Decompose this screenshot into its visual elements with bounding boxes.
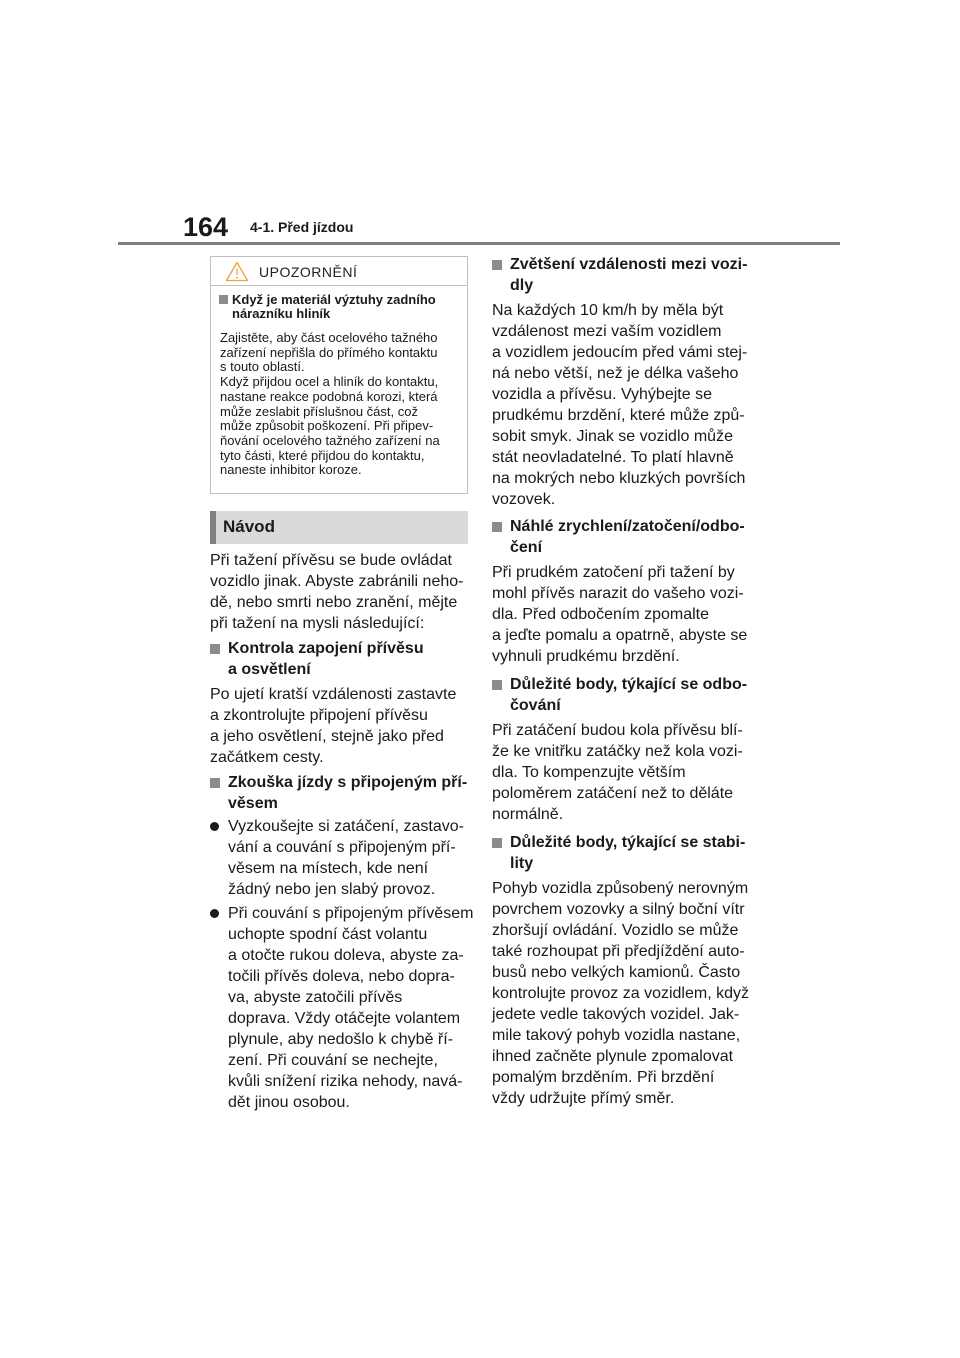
text-line: Důležité body, týkající se odbo- <box>510 676 748 693</box>
bullet-dot-icon <box>210 909 219 918</box>
warning-line: Když přijdou ocel a hliník do kontaktu, <box>220 374 439 390</box>
text-line: Zkouška jízdy s připojeným pří- <box>228 774 468 791</box>
text-line: Při prudkém zatočení při tažení by <box>492 564 735 581</box>
section-title: 4-1. Před jízdou <box>250 219 354 235</box>
subheading-text <box>228 772 467 814</box>
square-bullet-icon <box>492 838 502 848</box>
text-line: při tažení na mysli následující: <box>210 615 425 632</box>
sudden-acceleration-paragraph <box>492 562 747 667</box>
bullet-text <box>228 903 473 1113</box>
text-line: kontrolujte provoz za vozidlem, když <box>492 985 749 1002</box>
text-line: ihned začněte plynule zpomalovat <box>492 1048 734 1065</box>
square-bullet-icon <box>219 295 228 304</box>
text-line: Náhlé zrychlení/zatočení/odbo- <box>510 518 745 535</box>
text-line: jedete vedle takových vozidel. Jak- <box>492 1006 740 1023</box>
text-line: vání a couvání s připojeným pří- <box>228 839 456 856</box>
square-bullet-icon <box>492 522 502 532</box>
warning-subheading <box>219 293 463 321</box>
distance-paragraph <box>492 300 747 510</box>
text-line: Na každých 10 km/h by měla být <box>492 302 724 319</box>
text-line: a jeho osvětlení, stejně jako před <box>210 728 444 745</box>
bullet-text <box>228 816 464 900</box>
text-line: vždy udržujte přímý směr. <box>492 1090 675 1107</box>
text-line: prudkému brzdění, které může způ- <box>492 407 745 424</box>
text-line: Při couvání s připojeným přívěsem <box>228 905 474 922</box>
text-line: dla. To kompenzujte větším <box>492 764 686 781</box>
warning-header <box>211 257 467 286</box>
text-line: zhoršují ovládání. Vozidlo se může <box>492 922 739 939</box>
square-bullet-icon <box>492 260 502 270</box>
text-line: mile takový pohyb vozidla nastane, <box>492 1027 741 1044</box>
text-line: sobit smyk. Jinak se vozidlo může <box>492 428 733 445</box>
bullet-dot-icon <box>210 822 219 831</box>
text-line: va, abyste zatočili přívěs <box>228 989 403 1006</box>
text-line: doprava. Vždy otáčejte volantem <box>228 1010 461 1027</box>
text-line: vzdálenost mezi vaším vozidlem <box>492 323 722 340</box>
warning-line: Zajistěte, aby část ocelového tažného <box>220 330 438 345</box>
text-line: vyhnuli prudkému brzdění. <box>492 648 680 665</box>
warning-title: UPOZORNĚNÍ <box>259 264 358 280</box>
warning-subheading-line: nárazníku hliník <box>232 306 331 321</box>
text-line: Po ujetí kratší vzdálenosti zastavte <box>210 686 457 703</box>
warning-body <box>220 331 468 478</box>
text-line: a zkontrolujte připojení přívěsu <box>210 707 428 724</box>
text-line: dě, nebo smrti nebo zranění, mějte <box>210 594 458 611</box>
text-line: a vozidlem jedoucím před vámi stej- <box>492 344 748 361</box>
text-line: zení. Při couvání se nechejte, <box>228 1052 438 1069</box>
text-line: Pohyb vozidla způsobený nerovným <box>492 880 749 897</box>
text-line: a jeďte pomalu a opatrně, abyste se <box>492 627 748 644</box>
text-line: normálně. <box>492 806 564 823</box>
warning-line: naneste inhibitor koroze. <box>220 462 362 478</box>
header-rule <box>118 242 840 245</box>
text-line: věsem na místech, kde není <box>228 860 429 877</box>
warning-line: může způsobit poškození. Při připev- <box>220 418 434 434</box>
text-line: že ke vnitřku zatáčky než kola vozi- <box>492 743 743 760</box>
text-line: vozovek. <box>492 491 556 508</box>
intro-paragraph <box>210 550 463 634</box>
warning-line: tyto části, které přijdou do kontaktu, <box>220 447 425 463</box>
text-line: dly <box>510 277 534 294</box>
text-line: vozidlo jinak. Abyste zabránili neho- <box>210 573 464 590</box>
text-line: čení <box>510 539 543 556</box>
warning-box <box>210 256 468 494</box>
guide-heading-label: Návod <box>223 517 275 536</box>
text-line: na mokrých nebo kluzkých površích <box>492 470 746 487</box>
text-line: a otočte rukou doleva, abyste za- <box>228 947 464 964</box>
warning-line: s touto oblastí. <box>220 359 305 375</box>
subheading-text <box>510 516 745 558</box>
text-line: ná nebo větší, než je délka vašeho <box>492 365 739 382</box>
text-line: začátkem cesty. <box>210 749 324 766</box>
text-line: žádný nebo jen slabý provoz. <box>228 881 436 898</box>
square-bullet-icon <box>492 680 502 690</box>
text-line: Při zatáčení budou kola přívěsu blí- <box>492 722 743 739</box>
left-column <box>210 550 474 1111</box>
stability-paragraph <box>492 878 749 1109</box>
trailer-check-paragraph <box>210 684 456 768</box>
text-line: Zvětšení vzdálenosti mezi vozi- <box>510 256 748 273</box>
text-line: povrchem vozovky a silný boční vítr <box>492 901 745 918</box>
text-line: mohl přívěs narazit do vašeho vozi- <box>492 585 744 602</box>
subheading-text <box>510 254 747 296</box>
warning-line: nastane reakce podobná korozi, která <box>220 388 438 404</box>
text-line: poloměrem zatáčení než to děláte <box>492 785 734 802</box>
turning-paragraph <box>492 720 743 825</box>
subheading-text <box>510 674 747 716</box>
text-line: uchopte spodní část volantu <box>228 926 428 943</box>
text-line: vozidla a přívěsu. Vyhýbejte se <box>492 386 712 403</box>
text-line: a osvětlení <box>228 661 311 678</box>
warning-line: ňování ocelového tažného zařízení na <box>220 432 440 448</box>
warning-line: zařízení nepřišla do přímého kontaktu <box>220 344 438 360</box>
guide-heading-accent <box>210 511 216 544</box>
warning-line: může zeslabit příslušnou část, což <box>220 403 418 419</box>
text-line: busů nebo velkých kamionů. Často <box>492 964 741 981</box>
text-line: také rozhoupat při předjíždění auto- <box>492 943 745 960</box>
text-line: točili přívěs doleva, nebo dopra- <box>228 968 455 985</box>
text-line: stát neovladatelné. To platí hlavně <box>492 449 734 466</box>
text-line: Důležité body, týkající se stabi- <box>510 834 746 851</box>
warning-subheading-line: Když je materiál výztuhy zadního <box>232 292 436 307</box>
text-line: Kontrola zapojení přívěsu <box>228 640 424 657</box>
text-line: pomalým brzděním. Při brzdění <box>492 1069 715 1086</box>
text-line: lity <box>510 855 534 872</box>
text-line: Při tažení přívěsu se bude ovládat <box>210 552 452 569</box>
text-line: Vyzkoušejte si zatáčení, zastavo- <box>228 818 464 835</box>
guide-heading <box>210 511 468 544</box>
subheading-text <box>228 638 424 680</box>
square-bullet-icon <box>210 644 220 654</box>
warning-triangle-icon <box>225 261 249 282</box>
square-bullet-icon <box>210 778 220 788</box>
subheading-text <box>510 832 745 874</box>
text-line: kvůli snížení rizika nehody, navá- <box>228 1073 463 1090</box>
text-line: čování <box>510 697 561 714</box>
text-line: dla. Před odbočením zpomalte <box>492 606 710 623</box>
text-line: dět jinou osobou. <box>228 1094 350 1111</box>
text-line: plynule, aby nedošlo k chybě ří- <box>228 1031 454 1048</box>
right-column <box>492 254 754 1114</box>
text-line: věsem <box>228 795 278 812</box>
page-number: 164 <box>183 212 229 242</box>
